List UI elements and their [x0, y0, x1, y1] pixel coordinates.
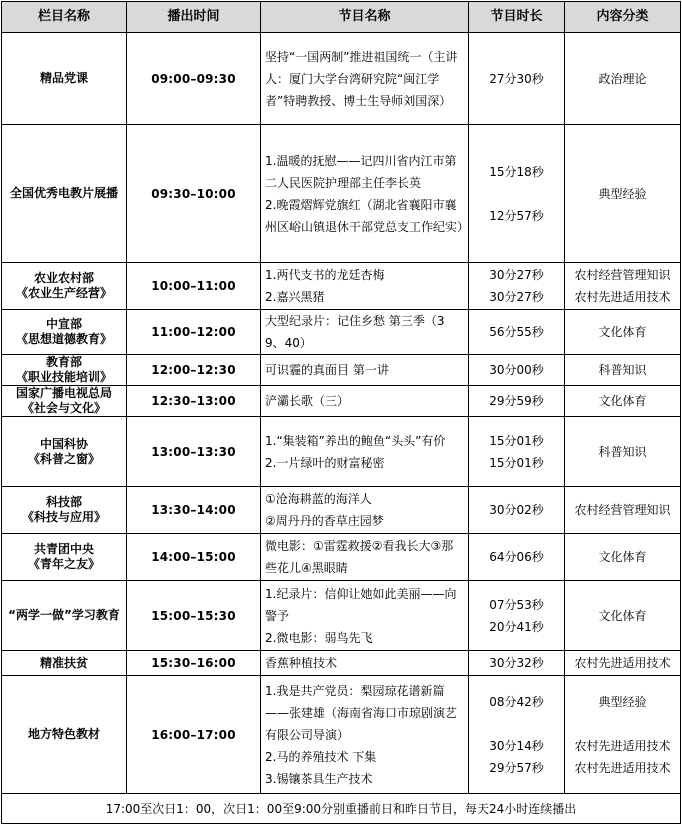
category-cell [565, 581, 681, 651]
program-cell [261, 355, 469, 386]
program-name: 香蕉种植技术 [265, 656, 338, 670]
program-cell [261, 651, 469, 676]
program-cell [261, 487, 469, 534]
duration-cell [469, 263, 565, 310]
air-time-cell: 09:00–09:30 [127, 33, 261, 125]
category: 文化体育 [598, 608, 647, 623]
program-name: 可识霾的真面目 第一讲 [265, 363, 389, 377]
duration: 27分30秒 [489, 71, 544, 86]
column-subtitle: 《思想道德教育》 [15, 332, 112, 346]
program-name: 1.纪录片：信仰让她如此美丽——向警予 [265, 586, 457, 623]
program-cell [261, 125, 469, 263]
program-cell [261, 263, 469, 310]
program-name: 1.我是共产党员：梨园琼花谱新篇——张建雄（海南省海口市琼剧演艺有限公司导演） [265, 683, 458, 742]
program-cell [261, 581, 469, 651]
table-row [2, 534, 681, 581]
program-name: 2.嘉兴黑猪 [265, 290, 325, 304]
column-name-cell [2, 263, 127, 310]
table-row [2, 651, 681, 676]
column-name: 农业农村部 [33, 271, 94, 285]
table-row [2, 676, 681, 794]
column-name-cell [2, 310, 127, 355]
program-name: 1.温暖的抚慰——记四川省内江市第二人民医院护理部主任李长英 [265, 153, 457, 190]
air-time-cell: 15:00–15:30 [127, 581, 261, 651]
program-name: 大型纪录片：记住乡愁 第三季（39、40） [265, 314, 445, 350]
category-cell [565, 125, 681, 263]
program-name: 3.锡镶茶具生产技术 [265, 771, 373, 786]
program-cell [261, 386, 469, 417]
table-row [2, 33, 681, 125]
duration: 30分02秒 [489, 503, 544, 517]
column-name: 全国优秀电教片展播 [9, 186, 118, 200]
category-cell [565, 33, 681, 125]
duration: 64分06秒 [489, 550, 544, 564]
column-subtitle: 《职业技能培训》 [15, 370, 112, 384]
category: 典型经验 [598, 694, 647, 709]
column-name-cell [2, 417, 127, 487]
column-name-cell [2, 355, 127, 386]
category: 文化体育 [598, 325, 647, 339]
duration: 08分42秒 [489, 694, 544, 709]
table-row [2, 487, 681, 534]
column-subtitle: 《社会与文化》 [21, 401, 106, 415]
column-name: 精品党课 [39, 71, 88, 85]
footer-row [2, 794, 681, 824]
duration-cell [469, 581, 565, 651]
column-name: 中国科协 [39, 436, 88, 451]
header-column-name: 栏目名称 [2, 2, 127, 33]
category-cell [565, 676, 681, 794]
program-name: ①沧海耕蓝的海洋人 [265, 492, 372, 506]
duration-cell [469, 534, 565, 581]
program-name: 微电影：①雷霆救援②看我长大③那些花儿④黑眼睛 [265, 539, 454, 575]
category: 科普知识 [598, 363, 647, 377]
duration: 30分14秒 [489, 738, 544, 753]
duration-cell [469, 310, 565, 355]
column-name: 科技部 [45, 495, 82, 509]
column-name-cell [2, 487, 127, 534]
column-name: 共青团中央 [33, 542, 94, 556]
column-name: 地方特色教材 [27, 727, 100, 741]
category: 农村先进适用技术 [574, 760, 671, 775]
table-row [2, 386, 681, 417]
air-time-cell: 10:00–11:00 [127, 263, 261, 310]
program-cell [261, 534, 469, 581]
column-subtitle: 《农业生产经营》 [15, 286, 112, 300]
air-time-cell: 15:30–16:00 [127, 651, 261, 676]
duration-cell [469, 355, 565, 386]
program-cell [261, 310, 469, 355]
air-time-cell: 13:00–13:30 [127, 417, 261, 487]
column-name-cell [2, 676, 127, 794]
column-subtitle: 《青年之友》 [27, 557, 100, 571]
program-cell [261, 676, 469, 794]
category: 农村先进适用技术 [574, 290, 671, 304]
duration: 30分27秒 [489, 268, 544, 282]
duration-cell [469, 33, 565, 125]
table-row [2, 263, 681, 310]
category: 政治理论 [598, 71, 647, 86]
category: 典型经验 [598, 186, 647, 201]
category-cell [565, 487, 681, 534]
duration-cell [469, 487, 565, 534]
program-name: 2.一片绿叶的财富秘密 [265, 455, 385, 470]
column-name-cell [2, 386, 127, 417]
category-cell [565, 386, 681, 417]
duration: 15分01秒 [489, 433, 544, 448]
rebroadcast-note: 17:00至次日1：00，次日1：00至9:00分别重播前日和昨日节目，每天24小时连续播出 [2, 794, 681, 824]
category: 农村先进适用技术 [574, 656, 671, 670]
duration: 20分41秒 [489, 619, 544, 634]
duration-cell [469, 125, 565, 263]
column-name: 国家广播电视总局 [15, 386, 112, 400]
program-name: 2.马的养殖技术 下集 [265, 749, 377, 764]
air-time-cell: 16:00–17:00 [127, 676, 261, 794]
duration: 30分27秒 [489, 290, 544, 304]
table-row [2, 417, 681, 487]
program-name: 1.“集装箱”养出的鲍鱼“头头”有价 [265, 433, 446, 448]
table-row [2, 355, 681, 386]
program-name: ②周丹丹的香草庄园梦 [265, 514, 384, 528]
header-row [2, 2, 681, 33]
air-time-cell: 14:00–15:00 [127, 534, 261, 581]
duration: 15分01秒 [489, 455, 544, 470]
category: 文化体育 [598, 550, 647, 564]
table-row [2, 310, 681, 355]
header-program-name: 节目名称 [261, 2, 469, 33]
table-row [2, 581, 681, 651]
category-cell [565, 310, 681, 355]
column-subtitle: 《科普之窗》 [27, 451, 100, 466]
category: 文化体育 [598, 394, 647, 408]
duration: 07分53秒 [489, 597, 544, 612]
duration: 29分57秒 [489, 760, 544, 775]
program-name: 坚持“一国两制”推进祖国统一（主讲人：厦门大学台湾研究院“闽江学者”特聘教授、博士生导师刘国深） [265, 49, 458, 108]
category-cell [565, 534, 681, 581]
column-name-cell [2, 651, 127, 676]
column-name-cell [2, 534, 127, 581]
duration-cell [469, 676, 565, 794]
category-cell [565, 651, 681, 676]
duration-cell [469, 651, 565, 676]
program-name: 1.两代支书的龙廷杏梅 [265, 268, 385, 282]
duration: 30分32秒 [489, 656, 544, 670]
header-duration: 节目时长 [469, 2, 565, 33]
category-cell [565, 417, 681, 487]
duration-cell [469, 417, 565, 487]
program-name: 2.晚霞熠辉党旗红（湖北省襄阳市襄州区峪山镇退休干部党总支工作纪实） [265, 197, 470, 234]
program-name: 2.微电影：弱鸟先飞 [265, 630, 373, 645]
column-subtitle: 《科技与应用》 [21, 510, 106, 524]
duration: 30分00秒 [489, 363, 544, 377]
category: 农村经营管理知识 [574, 268, 671, 282]
duration-cell [469, 386, 565, 417]
column-name-cell [2, 33, 127, 125]
category-cell [565, 355, 681, 386]
column-name: 教育部 [45, 355, 82, 369]
duration: 15分18秒 [489, 164, 544, 179]
table-row [2, 125, 681, 263]
air-time-cell: 12:30–13:00 [127, 386, 261, 417]
program-cell [261, 417, 469, 487]
category: 农村经营管理知识 [574, 503, 671, 517]
duration: 12分57秒 [489, 208, 544, 223]
category: 农村先进适用技术 [574, 738, 671, 753]
column-name: 中宣部 [45, 317, 82, 331]
header-air-time: 播出时间 [127, 2, 261, 33]
column-name: “两学一做”学习教育 [8, 608, 120, 622]
schedule-table [1, 1, 681, 824]
air-time-cell: 09:30–10:00 [127, 125, 261, 263]
duration: 29分59秒 [489, 394, 544, 408]
air-time-cell: 12:00–12:30 [127, 355, 261, 386]
column-name: 精准扶贫 [39, 655, 88, 670]
air-time-cell: 11:00–12:00 [127, 310, 261, 355]
air-time-cell: 13:30–14:00 [127, 487, 261, 534]
program-cell [261, 33, 469, 125]
program-name: 浐灞长歌（三） [265, 394, 350, 408]
duration: 56分55秒 [489, 325, 544, 339]
column-name-cell [2, 581, 127, 651]
category: 科普知识 [598, 444, 647, 459]
category-cell [565, 263, 681, 310]
header-category: 内容分类 [565, 2, 681, 33]
column-name-cell [2, 125, 127, 263]
